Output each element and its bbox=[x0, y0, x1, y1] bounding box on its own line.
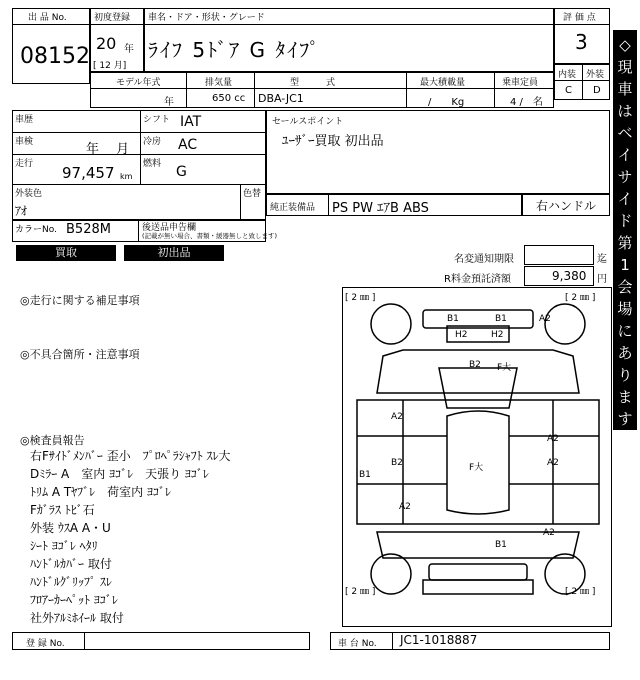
inspector-note: ﾊﾝﾄﾞﾙｶﾊﾞｰ 取付 bbox=[30, 557, 112, 571]
color-no-label: カラーNo. bbox=[15, 225, 57, 235]
inspector-note: ﾄﾘﾑ A Tﾔﾌﾞﾚ 荷室内 ﾖｺﾞﾚ bbox=[30, 485, 171, 499]
damage-mark: A2 bbox=[547, 434, 559, 444]
sales-point-label: セールスポイント bbox=[272, 117, 344, 127]
exterior-grade: D bbox=[593, 85, 601, 96]
info-box-left bbox=[12, 110, 266, 220]
inspector-note: Fｶﾞﾗｽ ﾄﾋﾞ石 bbox=[30, 503, 95, 517]
transfer-unit: 迄 bbox=[597, 254, 607, 265]
first-listing-tag: 初出品 bbox=[124, 245, 224, 261]
damage-mark: H2 bbox=[491, 330, 504, 340]
recycle-unit: 円 bbox=[597, 274, 607, 285]
damage-mark: A2 bbox=[543, 528, 555, 538]
inspector-note: ｼｰﾄ ﾖｺﾞﾚ ﾍﾀﾘ bbox=[30, 539, 98, 553]
side-banner: ◇現車はベイサイド第1会場にあります◇ bbox=[613, 30, 637, 430]
driving-title: ◎走行に関する補足事項 bbox=[20, 294, 140, 307]
chassis-label: 車 台 No. bbox=[338, 639, 377, 649]
damage-mark: B2 bbox=[391, 458, 403, 468]
displacement-value: 650 cc bbox=[212, 93, 246, 104]
equipment-value: PS PW ｴｱB ABS bbox=[332, 201, 429, 216]
exterior-label: 外装 bbox=[586, 70, 605, 80]
damage-mark: A2 bbox=[399, 502, 411, 512]
inspector-note: ﾌﾛｱｰｶｰﾍﾟｯﾄ ﾖｺﾞﾚ bbox=[30, 593, 118, 607]
score-value: 3 bbox=[575, 30, 588, 54]
type-label: 型 式 bbox=[290, 78, 336, 88]
damage-mark: B1 bbox=[359, 470, 371, 480]
year-unit: 年 bbox=[124, 44, 134, 55]
damage-mark: B2 bbox=[469, 360, 481, 370]
shift-value: IAT bbox=[180, 114, 202, 130]
car-outline-icon bbox=[343, 288, 613, 628]
transfer-field bbox=[524, 245, 594, 265]
damage-mark: A2 bbox=[539, 314, 551, 324]
max-load-value: / Kg bbox=[428, 97, 465, 108]
handle-value: 右ハンドル bbox=[536, 199, 597, 213]
model-year-label: モデル年式 bbox=[116, 78, 161, 88]
damage-mark: A2 bbox=[547, 458, 559, 468]
interior-grade: C bbox=[565, 85, 572, 96]
month-unit: 月 bbox=[113, 61, 123, 71]
model-year-unit: 年 bbox=[164, 97, 174, 108]
color-change-label: 色替 bbox=[243, 189, 262, 199]
inspector-note: 外装 ｳｽA A・U bbox=[30, 521, 111, 535]
sales-point-value: ﾕｰｻﾞｰ買取 初出品 bbox=[282, 134, 384, 149]
inspector-title: ◎検査員報告 bbox=[20, 434, 85, 447]
wheel-spec-top-left: [ 2 ㎜ ] bbox=[345, 293, 376, 303]
docs-note: (記載が無い場合、書類・緩器無しと致します) bbox=[142, 232, 278, 240]
equipment-label: 純正装備品 bbox=[270, 203, 316, 213]
fuel-label: 燃料 bbox=[143, 159, 162, 169]
type-value: DBA-JC1 bbox=[258, 92, 304, 105]
shift-label: シフト bbox=[143, 115, 171, 125]
defects-title: ◎不具合箇所・注意事項 bbox=[20, 348, 140, 361]
history-label: 車歴 bbox=[15, 115, 34, 125]
color-no-value: B528M bbox=[66, 222, 111, 237]
wheel-spec-top-right: [ 2 ㎜ ] bbox=[565, 293, 596, 303]
first-reg-month: [ 12 月] bbox=[93, 61, 127, 71]
first-reg-year: 20 bbox=[96, 34, 117, 53]
ac-label: 冷房 bbox=[143, 137, 162, 147]
damage-mark: A2 bbox=[391, 412, 403, 422]
inspection-value: 年 月 bbox=[86, 142, 130, 157]
lot-number: 08152 bbox=[20, 44, 90, 69]
recycle-label: R料金預託済額 bbox=[444, 274, 511, 285]
displacement-label: 排気量 bbox=[205, 78, 233, 88]
first-reg-label: 初度登録 bbox=[94, 13, 131, 23]
interior-label: 内装 bbox=[558, 70, 577, 80]
damage-mark: B1 bbox=[495, 314, 507, 324]
ac-value: AC bbox=[178, 137, 198, 153]
docs-label: 後送品申告欄 bbox=[142, 223, 197, 233]
month-value: 12 bbox=[99, 61, 111, 71]
car-name: ﾗｲﾌ 5ﾄﾞｱ G ﾀｲﾌﾟ bbox=[148, 38, 322, 62]
car-damage-diagram bbox=[342, 287, 612, 627]
fuel-value: G bbox=[176, 164, 187, 180]
exterior-color-value: ｱｵ bbox=[15, 204, 28, 218]
mileage-unit: km bbox=[120, 172, 133, 181]
inspector-note: 社外ｱﾙﾐﾎｲｰﾙ 取付 bbox=[30, 611, 124, 625]
damage-mark: B1 bbox=[495, 540, 507, 550]
recycle-value: 9,380 bbox=[552, 269, 587, 283]
inspector-note: ﾊﾝﾄﾞﾙｸﾞﾘｯﾌﾟ ｽﾚ bbox=[30, 575, 112, 589]
purchase-tag: 買取 bbox=[16, 245, 116, 261]
damage-mark: B1 bbox=[447, 314, 459, 324]
inspection-label: 車検 bbox=[15, 137, 34, 147]
transfer-label: 名変通知期限 bbox=[454, 254, 514, 265]
capacity-value: 4 / 名 bbox=[510, 97, 543, 108]
damage-mark: H2 bbox=[455, 330, 468, 340]
chassis-number: JC1-1018887 bbox=[400, 633, 478, 647]
max-load-label: 最大積載量 bbox=[420, 78, 466, 88]
lot-label: 出 品 No. bbox=[28, 13, 67, 23]
inspector-note: 右Fｻｲﾄﾞﾒﾝﾊﾞｰ 歪小 ﾌﾟﾛﾍﾟﾗｼｬﾌﾄ ｽﾚ大 bbox=[30, 449, 231, 463]
exterior-color-label: 外装色 bbox=[15, 189, 43, 199]
damage-mark: F大 bbox=[469, 463, 484, 473]
mileage-label: 走行 bbox=[15, 159, 34, 169]
damage-mark: F大 bbox=[497, 363, 512, 373]
registration-label: 登 録 No. bbox=[26, 639, 65, 649]
mileage-value: 97,457 bbox=[62, 164, 115, 182]
car-name-label: 車名・ドア・形状・グレード bbox=[148, 13, 265, 23]
wheel-spec-bottom-right: [ 2 ㎜ ] bbox=[565, 587, 596, 597]
score-label: 評 価 点 bbox=[563, 13, 596, 23]
inspector-note: Dﾐﾗｰ A 室内 ﾖｺﾞﾚ 天張り ﾖｺﾞﾚ bbox=[30, 467, 209, 481]
capacity-label: 乗車定員 bbox=[502, 78, 539, 88]
wheel-spec-bottom-left: [ 2 ㎜ ] bbox=[345, 587, 376, 597]
